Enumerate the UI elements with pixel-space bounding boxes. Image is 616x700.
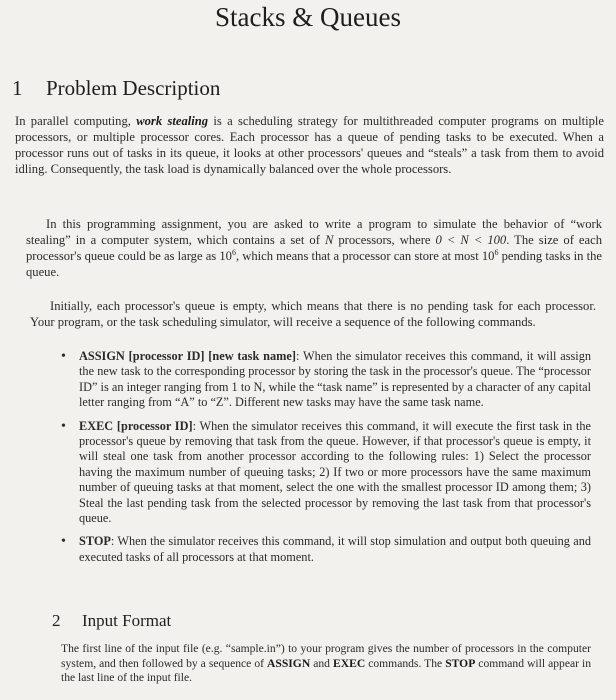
text-run: commands. The xyxy=(365,656,446,670)
keyword-exec: EXEC xyxy=(332,656,366,670)
bullet: • xyxy=(61,349,66,364)
list-item xyxy=(53,534,591,565)
text-run: is a scheduling strategy for multithreaded computer programs on multiple processors, or multiple processor cores. Each processor has a queue of pending tasks to be executed. When a processor runs out of tasks in its queue, it looks at other processors' queues and “steals” a task from them to avoid idling. Consequently, the task load is dynamically balanced over the whole processors. xyxy=(15,114,604,176)
text-run: The first line of the input file (e.g. “sample.in”) to your program gives the number of processors in the computer system, and then followed by a sequence of xyxy=(61,642,591,670)
section-heading-1 xyxy=(12,75,220,101)
section-heading-2 xyxy=(52,610,171,632)
text-run: . The size of each processor's queue could be as large as xyxy=(26,233,602,263)
math-n: N xyxy=(324,233,334,247)
section-number: 1 xyxy=(12,76,23,100)
command-list xyxy=(53,349,591,573)
keyword-assign: ASSIGN xyxy=(267,656,311,670)
paragraph-input-format xyxy=(61,642,591,686)
text-run: , which means that a processor can store at most xyxy=(235,249,482,263)
section-title: Problem Description xyxy=(46,76,221,100)
list-item xyxy=(53,349,591,411)
list-item xyxy=(53,419,591,527)
math-base: 10 xyxy=(481,249,495,263)
paragraph-intro xyxy=(15,113,604,177)
text-run: In this programming assignment, you are asked to write a program to simulate the behavior of “work stealing” in a computer system, which contains a set of xyxy=(26,217,602,247)
bullet: • xyxy=(61,418,66,434)
math-exponent: 6 xyxy=(494,247,499,257)
command-name: EXEC [processor ID] xyxy=(79,418,193,433)
command-name: ASSIGN [processor ID] [new task name] xyxy=(79,349,296,363)
math-exponent: 6 xyxy=(231,247,236,257)
text-run: In parallel computing, xyxy=(15,114,137,128)
document-title: Stacks & Queues xyxy=(215,2,401,32)
section-title: Input Format xyxy=(82,611,172,630)
command-description: : When the simulator receives this command, it will assign the new task to the corresponding processor by storing the task in the processor's queue. The “processor ID” is an integer ranging from 1 to N, while the “task name” is represented by a character of any capital letter ranging from “A” to “Z”. Different new tasks may have the same task name. xyxy=(79,349,591,410)
paragraph-assignment xyxy=(26,216,602,280)
text-run: pending tasks in the queue. xyxy=(26,249,603,279)
math-condition: 0 < N < 100 xyxy=(435,233,507,247)
term-work-stealing: work stealing xyxy=(136,114,209,128)
command-description: : When the simulator receives this command, it will stop simulation and output both queuing and executed tasks of all processors at that moment. xyxy=(79,534,591,564)
keyword-stop: STOP xyxy=(445,656,476,670)
text-run: processors, where xyxy=(333,233,436,247)
command-description: : When the simulator receives this command, it will execute the first task in the processor's queue by removing that task from the queue. However, if that processor's queue is empty, it will steal one task from another processor according to the following rules: 1) Select the processor having the maximum number of queuing tasks; 2) If two or more processors have the same maximum number of queuing tasks at that moment, select the one with the smallest processor ID among them; 3) Steal the last pending task from the selected processor by removing the last task from that processor's queue. xyxy=(79,418,591,526)
command-name: STOP xyxy=(79,534,111,549)
text-run: and xyxy=(310,656,333,670)
paragraph-initial: Initially, each processor's queue is empty, which means that there is no pending task for each processor. Your program, or the task scheduling simulator, will receive a sequence of the following commands. xyxy=(30,299,596,329)
bullet: • xyxy=(61,534,66,550)
text-run: command will appear in the last line of the input file. xyxy=(61,656,592,684)
section-number: 2 xyxy=(52,611,61,630)
math-base: 10 xyxy=(219,249,232,263)
